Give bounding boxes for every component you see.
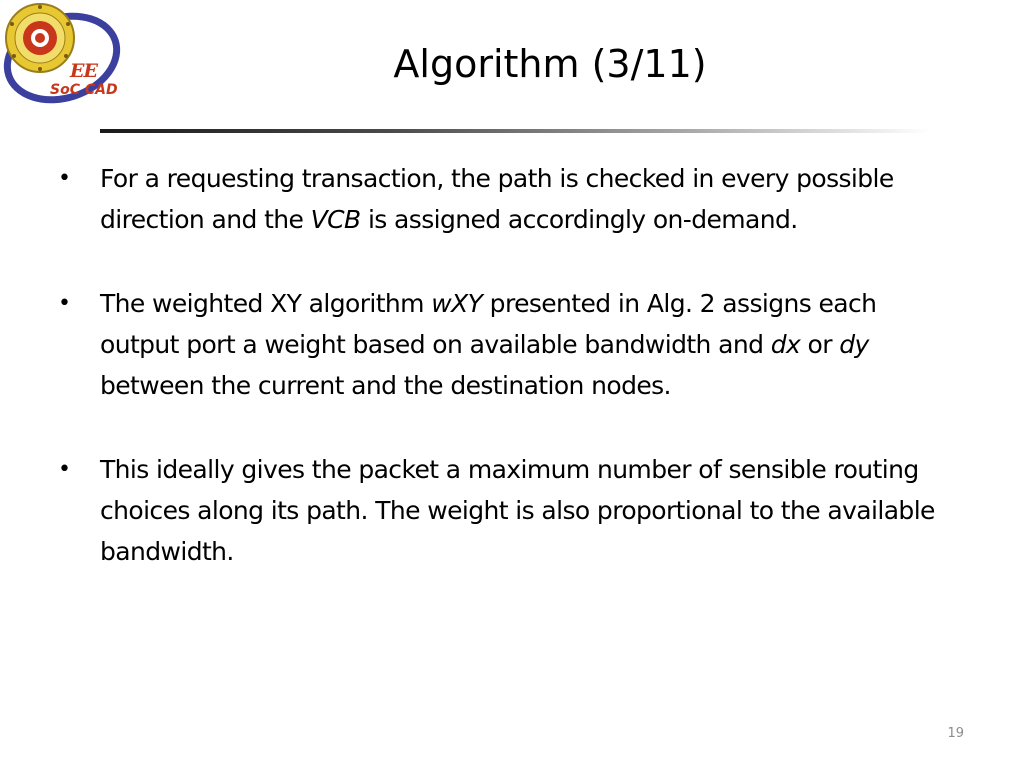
bullet-text-segment: presented in Alg. 2 assigns each output port a weight based on available bandwidth and	[100, 289, 877, 359]
bullet-text-italic: dy	[839, 330, 869, 359]
title-divider	[100, 129, 930, 133]
bullet-text-italic: wXY	[431, 289, 483, 318]
bullet-marker: •	[58, 457, 71, 482]
bullet-text	[100, 455, 935, 566]
bullet-text	[100, 289, 876, 400]
bullet-text-segment: or	[800, 330, 840, 359]
bullet-item	[58, 449, 958, 572]
slide-title: Algorithm (3/11)	[393, 42, 707, 86]
bullet-text-italic: dx	[770, 330, 801, 359]
bullet-text-segment: For a requesting transaction, the path is checked in every possible direction and the	[100, 164, 894, 234]
bullet-text-segment: This ideally gives the packet a maximum number of sensible routing choices along its path. The weight is also proportional to the available bandwidth.	[100, 455, 935, 566]
bullet-marker: •	[58, 291, 71, 316]
bullet-text-segment: is assigned accordingly on-demand.	[360, 205, 798, 234]
bullet-item	[58, 283, 958, 406]
bullet-item	[58, 158, 958, 240]
bullet-list	[58, 158, 958, 615]
bullet-text-italic: VCB	[310, 205, 361, 234]
logo-soc-cad-label: SoC CAD	[50, 82, 118, 98]
logo	[0, 0, 124, 108]
bullet-text	[100, 164, 894, 234]
bullet-text-segment: between the current and the destination nodes.	[100, 371, 671, 400]
bullet-text-segment: The weighted XY algorithm	[100, 289, 432, 318]
logo-ee-label: EE	[70, 60, 97, 82]
bullet-marker: •	[58, 166, 71, 191]
page-number: 19	[947, 726, 964, 741]
